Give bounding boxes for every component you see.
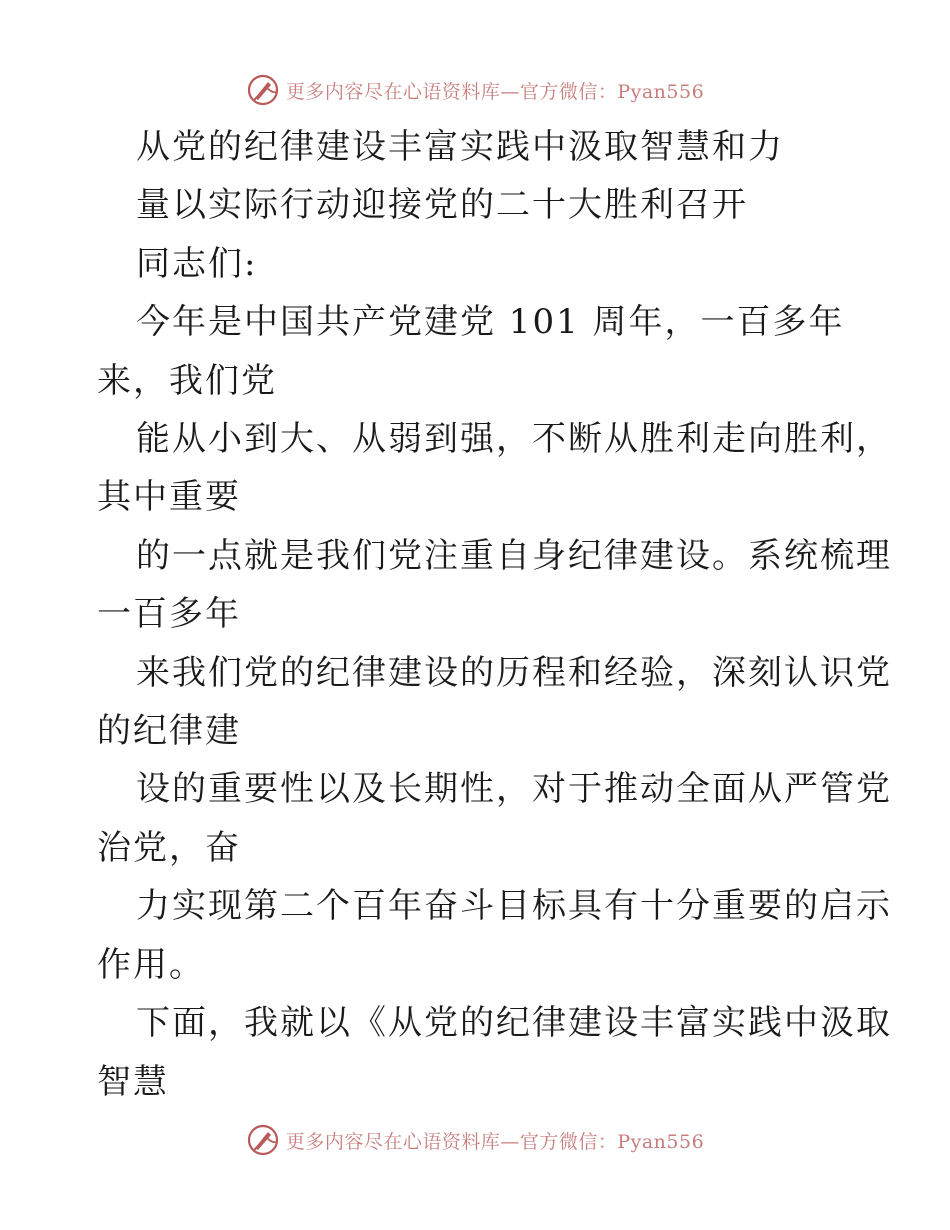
paragraph-line: 智慧 [97, 1062, 169, 1102]
footer-watermark-banner [0, 1120, 950, 1160]
header-watermark-banner [0, 70, 950, 110]
paragraph-line: 一百多年 [97, 594, 241, 634]
watermark-text: 更多内容尽在心语资料库—官方微信：Pyan556 [285, 1130, 705, 1153]
paragraph-line: 治党，奋 [97, 828, 241, 868]
paragraph-line: 力实现第二个百年奋斗目标具有十分重要的启示 [136, 886, 892, 926]
pen-quill-logo-icon [246, 73, 280, 107]
watermark-text: 更多内容尽在心语资料库—官方微信：Pyan556 [285, 80, 705, 103]
title-line-1: 从党的纪律建设丰富实践中汲取智慧和力 [136, 127, 784, 167]
paragraph-line: 的纪律建 [97, 711, 241, 751]
paragraph-line: 今年是中国共产党建党 101 周年，一百多年 [136, 302, 845, 342]
paragraph-line: 设的重要性以及长期性，对于推动全面从严管党 [136, 769, 892, 809]
pen-quill-logo-icon [246, 1123, 280, 1157]
paragraph-line: 下面，我就以《从党的纪律建设丰富实践中汲取 [136, 1003, 892, 1043]
salutation: 同志们: [136, 244, 258, 284]
paragraph-line: 来我们党的纪律建设的历程和经验，深刻认识党 [136, 653, 892, 693]
paragraph-line: 来，我们党 [97, 361, 277, 401]
paragraph-line: 作用。 [97, 945, 205, 985]
paragraph-line: 其中重要 [97, 477, 241, 517]
title-line-2: 量以实际行动迎接党的二十大胜利召开 [136, 185, 748, 225]
paragraph-line: 的一点就是我们党注重自身纪律建设。系统梳理 [136, 536, 892, 576]
paragraph-line: 能从小到大、从弱到强，不断从胜利走向胜利， [136, 419, 892, 459]
